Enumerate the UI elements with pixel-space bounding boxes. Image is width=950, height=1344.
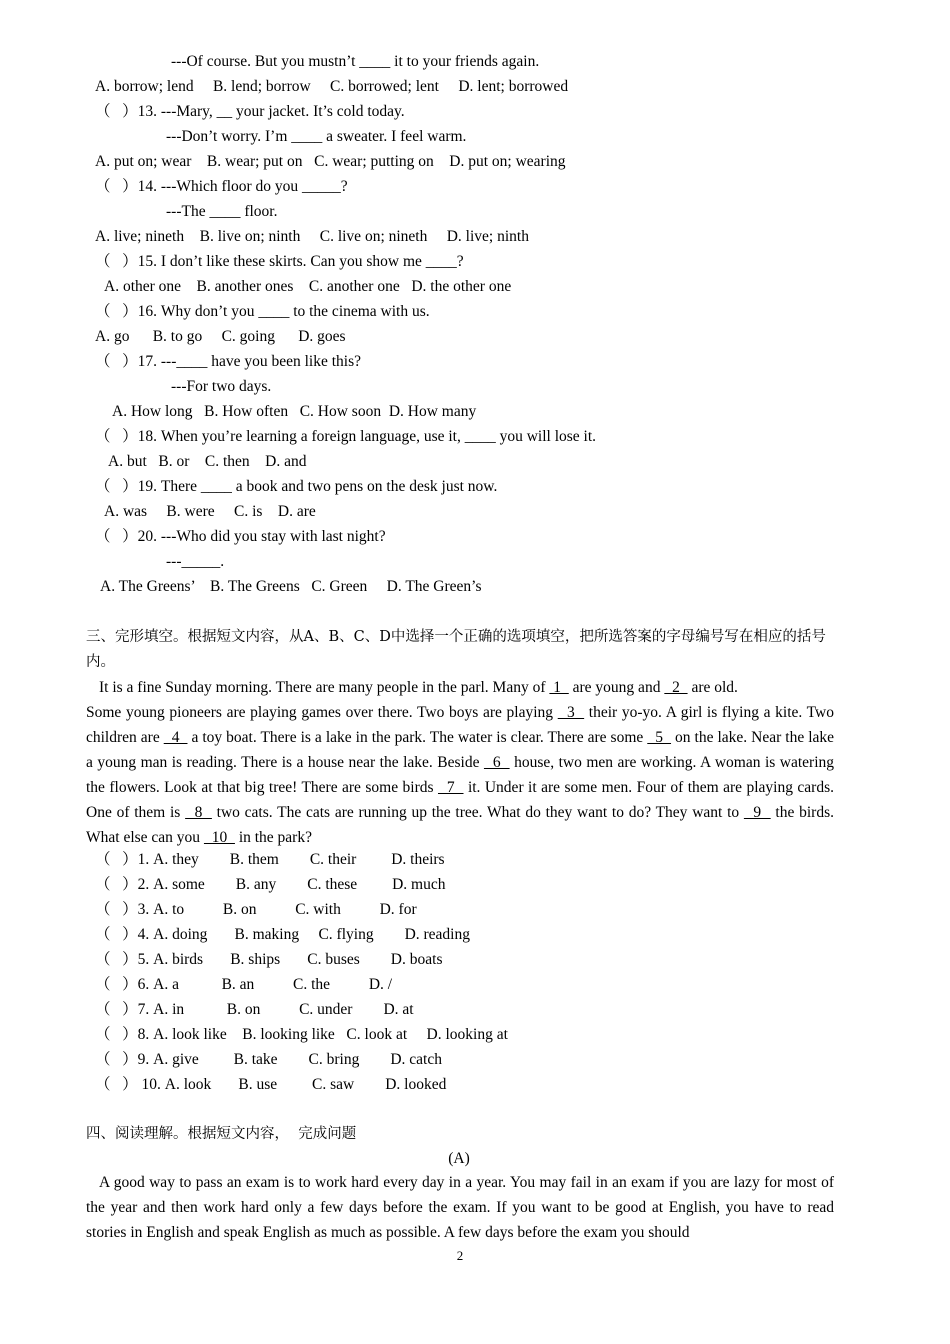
question-line-l09: （ ）15. I don’t like these skirts. Can you show me ____? (95, 253, 464, 270)
cloze-blank: 8 (185, 804, 212, 821)
cloze-text: their yo-yo. A girl is flying a kite. Two children are (86, 704, 834, 746)
cloze-option-o8: （ ）8. A. look like B. looking like C. look at D. looking at (95, 1026, 508, 1043)
cloze-text: are old. (687, 679, 738, 696)
question-line-l11: （ ）16. Why don’t you ____ to the cinema with us. (95, 303, 430, 320)
cloze-option-o4: （ ）4. A. doing B. making C. flying D. reading (95, 926, 470, 943)
cloze-blank: 4 (163, 729, 188, 746)
cloze-blank: 1 (549, 679, 569, 696)
cloze-blank: 2 (664, 679, 688, 696)
question-line-l14: ---For two days. (171, 378, 272, 395)
cloze-blank: 9 (743, 804, 771, 821)
question-line-l03: （ ）13. ---Mary, __ your jacket. It’s cold today. (95, 103, 405, 120)
cloze-option-o7: （ ）7. A. in B. on C. under D. at (95, 1001, 414, 1018)
cloze-blank: 3 (557, 704, 585, 721)
question-line-l07: ---The ____ floor. (166, 203, 278, 220)
question-line-l19: A. was B. were C. is D. are (104, 503, 316, 520)
page-number: 2 (456, 1248, 464, 1263)
cloze-text: It is a fine Sunday morning. There are many people in the parl. Many of (99, 679, 550, 696)
cloze-text: on the lake. Near the lake a young man is reading. There is a house near the lake. Beside (86, 729, 835, 771)
cloze-option-o6: （ ）6. A. a B. an C. the D. / (95, 976, 393, 993)
question-line-l10: A. other one B. another ones C. another one D. the other one (104, 278, 512, 295)
section-4-heading: 四、阅读理解。根据短文内容， 完成问题 (86, 1126, 357, 1142)
question-line-l12: A. go B. to go C. going D. goes (95, 328, 346, 345)
cloze-option-o5: （ ）5. A. birds B. ships C. buses D. boats (95, 951, 443, 968)
question-line-l21: ---_____. (166, 553, 225, 570)
question-line-l17: A. but B. or C. then D. and (108, 453, 307, 470)
cloze-text: two cats. The cats are running up the tree. What do they want to do? They want to (211, 804, 744, 821)
cloze-blank: 10 (203, 829, 235, 846)
cloze-option-o1: （ ）1. A. they B. them C. their D. theirs (95, 851, 445, 868)
question-line-l15: A. How long B. How often C. How soon D. How many (112, 403, 477, 420)
question-line-l06: （ ）14. ---Which floor do you _____? (95, 178, 348, 195)
cloze-text: the birds. What else can you (86, 804, 834, 846)
question-line-l22: A. The Greens’ B. The Greens C. Green D. The Green’s (100, 578, 482, 595)
cloze-blank: 7 (437, 779, 464, 796)
cloze-option-o3: （ ）3. A. to B. on C. with D. for (95, 901, 417, 918)
cloze-passage (86, 675, 834, 850)
cloze-option-o2: （ ）2. A. some B. any C. these D. much (95, 876, 446, 893)
question-line-l20: （ ）20. ---Who did you stay with last night? (95, 528, 386, 545)
cloze-text: are young and (568, 679, 665, 696)
cloze-text: house, two men are working. A woman is watering the flowers. Look at that big tree! There are some birds (86, 754, 835, 796)
cloze-option-o10: （ ） 10. A. look B. use C. saw D. looked (95, 1076, 447, 1093)
cloze-text: in the park? (234, 829, 312, 846)
question-line-l05: A. put on; wear B. wear; put on C. wear; putting on D. put on; wearing (95, 153, 566, 170)
cloze-blank: 6 (483, 754, 510, 771)
reading-passage-a: A good way to pass an exam is to work hard every day in a year. You may fail in an exam if you are lazy for most of the year and then work hard only a few days before the exam. If you want to be good at English, you have to read stories in English and speak English as much as possible. A few days before the exam you should (86, 1174, 834, 1241)
cloze-text: Some young pioneers are playing games over there. Two boys are playing (86, 704, 558, 721)
question-line-l01: ---Of course. But you mustn’t ____ it to your friends again. (171, 53, 540, 70)
question-line-l16: （ ）18. When you’re learning a foreign language, use it, ____ you will lose it. (95, 428, 597, 445)
question-line-l02: A. borrow; lend B. lend; borrow C. borrowed; lent D. lent; borrowed (95, 78, 569, 95)
question-line-l08: A. live; nineth B. live on; ninth C. live on; nineth D. live; ninth (95, 228, 529, 245)
question-line-l04: ---Don’t worry. I’m ____ a sweater. I feel warm. (166, 128, 467, 145)
question-line-l13: （ ）17. ---____ have you been like this? (95, 353, 362, 370)
cloze-text: a toy boat. There is a lake in the park. The water is clear. There are some (187, 729, 648, 746)
question-line-l18: （ ）19. There ____ a book and two pens on the desk just now. (95, 478, 498, 495)
passage-a-label: (A) (448, 1150, 470, 1167)
cloze-option-o9: （ ）9. A. give B. take C. bring D. catch (95, 1051, 442, 1068)
cloze-blank: 5 (647, 729, 672, 746)
cloze-text: it. Under it are some men. Four of them are playing cards. One of them is (86, 779, 834, 821)
section-3-heading: 三、完形填空。根据短文内容，从A、B、C、D中选择一个正确的选项填空，把所选答案的字母编号写在相应的括号内。 (86, 629, 826, 670)
